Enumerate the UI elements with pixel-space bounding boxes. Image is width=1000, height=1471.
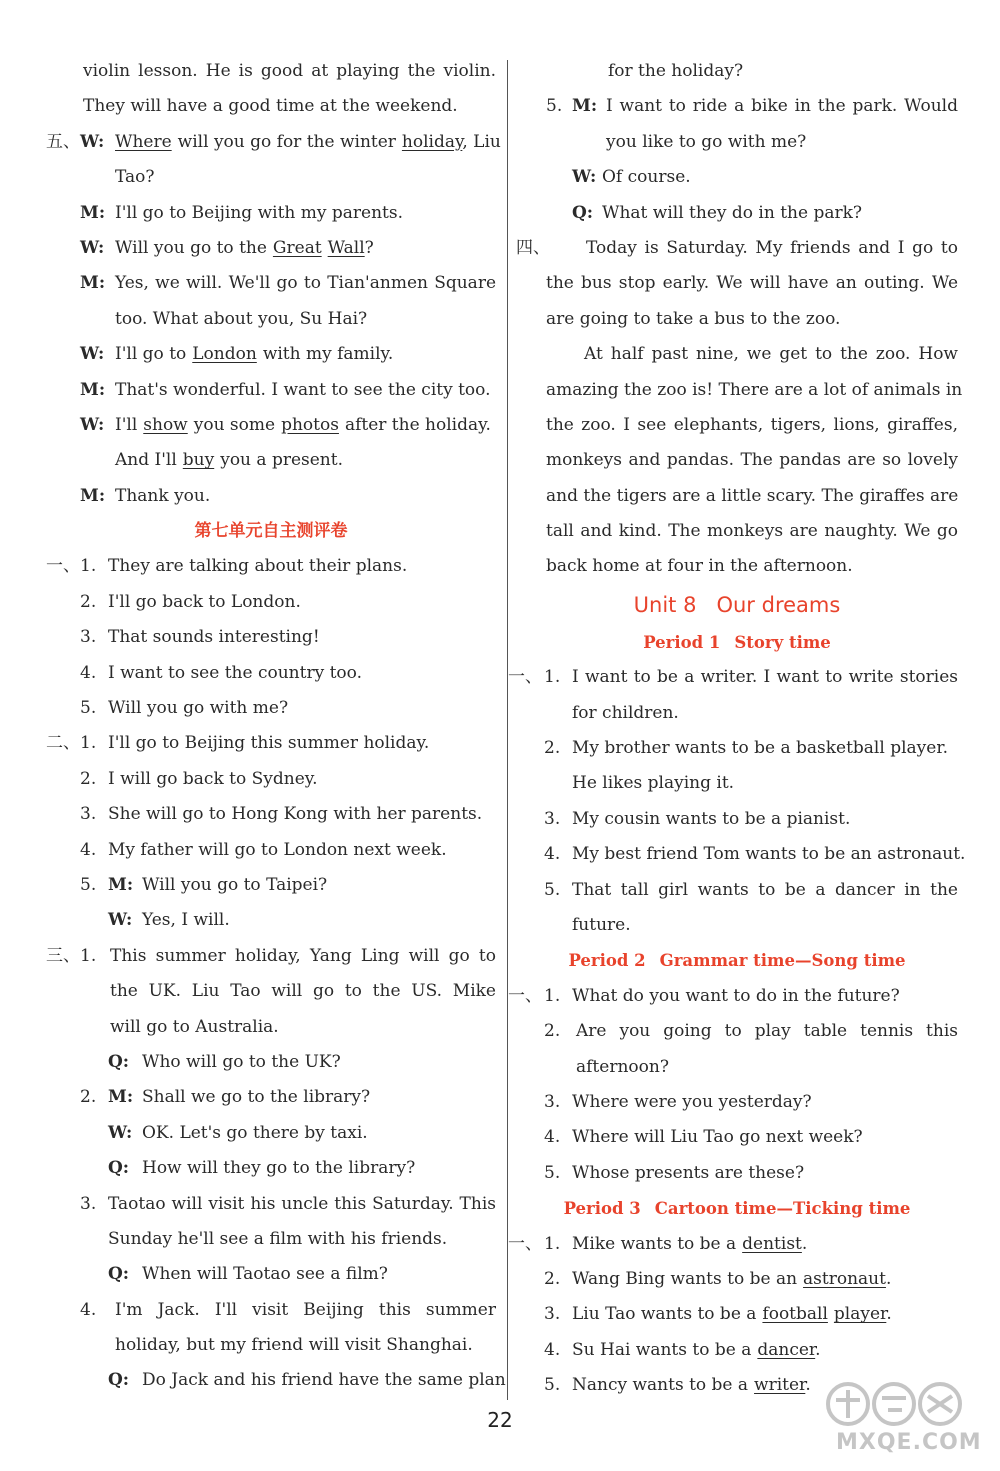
item-text: . [885,1268,892,1289]
item-number: 1. [80,556,97,577]
item-number: 5. [544,1162,561,1183]
list-item [46,1080,496,1115]
passage-line: the bus stop early. We will have an outing. We [546,273,958,294]
dialogue-line [46,337,496,372]
text-line: violin lesson. He is good at playing the violin. [83,61,496,81]
answer-blank: Great [272,237,322,258]
passage-line: and the tigers are a little scary. The giraffes are [546,485,959,506]
dialogue-line: Tao? [115,167,155,188]
passage-line: tall and kind. The monkeys are naughty. We go [546,521,958,542]
text-span: Will you go to the [115,237,267,258]
passage-line: are going to take a bus to the zoo. [546,308,841,329]
list-item [46,1116,496,1151]
item-text: My cousin wants to be a pianist. [572,808,851,829]
speaker-label: W: [108,910,133,931]
list-item: you like to go with me? [606,131,807,152]
item-text: She will go to Hong Kong with her parents. [108,804,483,825]
answer-blank: player [833,1304,887,1325]
item-text: Taotao will visit his uncle this Saturday. This [108,1193,496,1214]
speaker-label: Q: [108,1370,130,1391]
unit-name: Our dreams [716,592,841,617]
list-item [516,196,958,231]
item-number: 5. [544,879,561,900]
text-span: I'll go to [115,344,187,365]
list-item [46,762,496,797]
item-number: 4. [544,844,561,865]
item-number: 4. [80,1299,97,1320]
answer-blank: writer [754,1375,806,1396]
list-item: afternoon? [576,1056,669,1077]
item-number: 3. [544,808,561,829]
section-heading: 第七单元自主测评卷 [194,521,348,542]
period-label: Period 2 [568,951,646,971]
text-span: And I'll [115,450,177,471]
item-number: 5. [546,96,563,117]
list-item [516,802,958,837]
item-number: 5. [80,698,97,719]
text-span: you a present. [220,450,343,471]
period-label: Period 3 [563,1199,641,1219]
item-text: That sounds interesting! [108,627,320,648]
period-title: Cartoon time—Ticking time [654,1199,911,1219]
list-item [516,1120,958,1155]
list-item [516,1333,958,1368]
list-item: future. [572,914,631,935]
item-text: How will they go to the library? [142,1158,416,1179]
item-number: 5. [544,1375,561,1396]
section-marker: 二、 [46,733,80,754]
right-column [508,54,966,1403]
dialogue-line: too. What about you, Su Hai? [115,308,368,329]
dialogue-line [46,408,496,443]
item-text: Where will Liu Tao go next week? [572,1127,863,1148]
item-number: 4. [80,839,97,860]
item-text: This summer holiday, Yang Ling will go to [110,945,496,966]
list-item [46,1151,496,1186]
answer-blank: dentist [742,1233,802,1254]
item-text: . [886,1304,892,1325]
dialogue-line [46,266,496,301]
item-text: I will go back to Sydney. [108,768,318,789]
text-span: with my family. [262,344,394,365]
column-divider [507,60,508,1400]
item-text: Nancy wants to be a [572,1375,749,1396]
watermark-logo [822,1380,992,1466]
list-item [46,833,496,868]
period-heading [516,943,958,978]
list-item [46,549,496,584]
item-text: Mike wants to be a [572,1233,737,1254]
list-item [46,1363,506,1398]
speaker-label: W: [572,167,597,188]
item-number: 1. [544,1233,561,1254]
text-span: I'll [115,414,138,435]
list-item: Sunday he'll see a film with his friends. [108,1228,448,1249]
list-item [46,620,496,655]
answer-blank: photos [281,414,339,435]
dialogue-line [46,196,496,231]
speaker-label: W: [80,344,105,365]
speaker-label: W: [80,237,105,258]
list-item [508,979,958,1014]
dialogue-line [46,231,496,266]
text-span: will you go for the winter [177,131,396,152]
list-item [46,726,496,761]
item-text: Of course. [602,167,691,188]
item-text: . [815,1339,821,1360]
list-item [46,1187,496,1222]
watermark-text: MXQE.COM [836,1430,982,1455]
answer-blank: Where [115,131,172,152]
list-item [516,873,958,908]
item-text: Shall we go to the library? [142,1087,371,1108]
speaker-label: M: [108,1087,134,1108]
list-item [516,1014,958,1049]
text-span: I'll go to Beijing with my parents. [115,202,404,223]
item-number: 4. [544,1127,561,1148]
list-item [46,939,496,974]
item-text: When will Taotao see a film? [142,1264,388,1285]
speaker-label: M: [108,874,134,895]
item-number: 2. [544,738,561,759]
item-text: Where were you yesterday? [572,1091,812,1112]
list-item [46,868,496,903]
period-heading [516,1191,958,1226]
list-item [516,1262,958,1297]
item-text: Liu Tao wants to be a [572,1304,757,1325]
item-number: 3. [80,1193,97,1214]
list-item [508,660,958,695]
section-marker: 一、 [46,556,80,577]
text-span: you some [193,414,276,435]
item-number: 3. [544,1304,561,1325]
list-item [516,1297,958,1332]
item-number: 1. [544,667,561,688]
passage-text: Today is Saturday. My friends and I go to [586,237,958,258]
answer-blank: London [192,344,257,365]
item-text: . [805,1375,811,1396]
list-item [46,903,496,938]
list-item [508,1227,958,1262]
text-line: for the holiday? [608,61,744,81]
list-item [46,1045,496,1080]
list-item [516,1085,958,1120]
item-text: I want to see the country too. [108,662,362,683]
list-item [516,837,966,872]
speaker-label: M: [80,202,106,223]
speaker-label: Q: [572,202,594,223]
period-title: Grammar time—Song time [659,951,906,971]
item-text: I want to ride a bike in the park. Would [606,96,958,117]
item-text: My best friend Tom wants to be an astronaut. [572,844,966,865]
answer-blank: football [762,1304,828,1325]
speaker-label: W: [80,414,105,435]
speaker-label: M: [80,485,106,506]
list-item [516,89,958,124]
item-number: 2. [80,768,97,789]
list-item: for children. [572,702,679,723]
passage-line: back home at four in the afternoon. [546,556,853,577]
passage-line [516,231,958,266]
item-number: 2. [80,591,97,612]
section-marker: 一、 [508,1233,542,1254]
item-text: Yes, I will. [142,910,230,931]
list-item [46,656,496,691]
left-column [46,54,506,1399]
item-number: 4. [544,1339,561,1360]
text-span: Thank you. [115,485,211,506]
dialogue-line [46,443,496,478]
text-span: That's wonderful. I want to see the city too. [115,379,491,400]
passage-line: amazing the zoo is! There are a lot of animals in [546,379,963,400]
item-number: 5. [80,874,97,895]
item-number: 1. [544,985,561,1006]
item-text: My brother wants to be a basketball player. [572,738,948,759]
item-text: Will you go to Taipei? [142,874,328,895]
item-text: Su Hai wants to be a [572,1339,752,1360]
answer-blank: dancer [757,1339,816,1360]
item-text: Are you going to play table tennis this [576,1021,958,1042]
section-marker: 三、 [46,945,80,966]
list-item [46,1257,496,1292]
dialogue-line [46,373,496,408]
item-text: . [801,1233,808,1254]
item-text: I'm Jack. I'll visit Beijing this summer [115,1299,496,1320]
answer-blank: buy [182,450,215,471]
list-item [516,1156,958,1191]
item-text: Will you go with me? [108,698,289,719]
list-item: the UK. Liu Tao will go to the US. Mike [110,981,496,1002]
item-text: They are talking about their plans. [108,556,408,577]
section-marker: 一、 [508,667,542,688]
speaker-label: Q: [108,1158,130,1179]
text-span: ? [364,237,374,258]
speaker-label: Q: [108,1264,130,1285]
item-text: OK. Let's go there by taxi. [142,1122,368,1143]
period-label: Period 1 [643,632,721,652]
item-text: I'll go to Beijing this summer holiday. [108,733,430,754]
answer-blank: holiday [401,131,463,152]
item-text: I'll go back to London. [108,591,301,612]
answer-blank: astronaut [803,1268,886,1289]
item-text: That tall girl wants to be a dancer in the [572,879,958,900]
section-marker: 五、 [46,131,80,152]
list-item [46,691,496,726]
section-marker: 四、 [516,237,550,258]
item-text: I want to be a writer. I want to write stories [572,667,958,688]
list-item [46,797,496,832]
item-text: What do you want to do in the future? [572,985,900,1006]
passage-line: the zoo. I see elephants, tigers, lions, giraffes, [546,414,958,435]
item-number: 3. [80,804,97,825]
item-text: Wang Bing wants to be an [572,1268,798,1289]
section-marker: 一、 [508,985,542,1006]
item-number: 2. [80,1087,97,1108]
answer-blank: Wall [327,237,365,258]
item-text: What will they do in the park? [602,202,863,223]
item-number: 3. [544,1091,561,1112]
item-text: Who will go to the UK? [142,1051,341,1072]
watermark-glyphs-icon [822,1380,992,1430]
text-span: after the holiday. [344,414,491,435]
speaker-label: W: [80,131,105,152]
dialogue-line [46,125,501,160]
period-title: Story time [734,632,831,652]
speaker-label: M: [572,96,598,117]
dialogue-line [46,479,496,514]
item-number: 3. [80,627,97,648]
text-line: They will have a good time at the weekend. [83,96,458,117]
speaker-label: M: [80,379,106,400]
list-item: holiday, but my friend will visit Shanghai. [115,1335,473,1356]
speaker-label: M: [80,273,106,294]
list-item: He likes playing it. [572,773,735,794]
text-span: Yes, we will. We'll go to Tian'anmen Square [115,273,496,294]
list-item [516,731,958,766]
answer-blank: show [143,414,188,435]
speaker-label: Q: [108,1051,130,1072]
item-number: 2. [544,1021,561,1042]
list-item: will go to Australia. [110,1016,279,1037]
unit-number: Unit 8 [633,592,697,617]
item-text: Whose presents are these? [572,1162,805,1183]
unit-title [516,585,958,625]
passage-line: monkeys and pandas. The pandas are so lovely [546,450,958,471]
item-number: 1. [80,945,97,966]
page-number: 22 [487,1408,513,1432]
list-item [516,160,958,195]
list-item [46,585,496,620]
text-span: , Liu [462,131,501,152]
list-item [46,1293,496,1328]
speaker-label: W: [108,1122,133,1143]
item-text: Do Jack and his friend have the same plan [142,1370,506,1391]
item-number: 4. [80,662,97,683]
passage-line: At half past nine, we get to the zoo. How [584,344,958,365]
item-number: 2. [544,1268,561,1289]
item-text: My father will go to London next week. [108,839,447,860]
item-number: 1. [80,733,97,754]
period-heading [516,625,958,660]
